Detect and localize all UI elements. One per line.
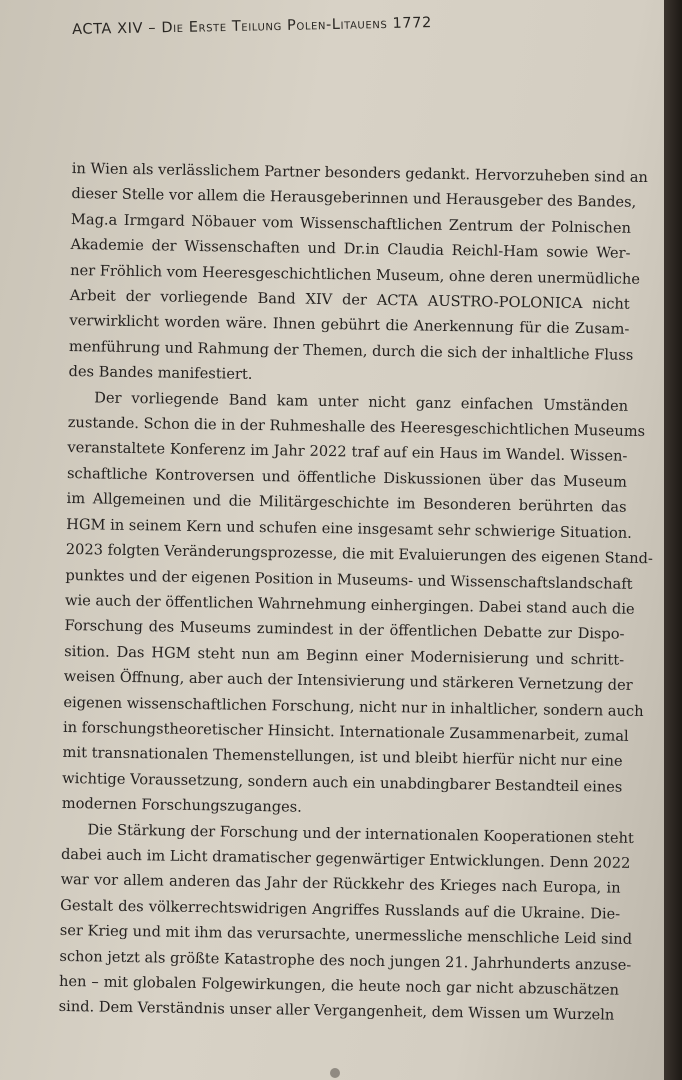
page-edge-shadow [664,0,682,1080]
text-line: des Bandes manifestiert. [68,363,253,384]
text-line: Mag.a Irmgard Nöbauer vom Wissenschaftlichen Zentrum der Polnischen [70,210,632,237]
text-line: verwirklicht worden wäre. Ihnen gebührt die Anerkennung für die Zusam- [69,312,630,339]
text-line: in forschungstheoretischer Hinsicht. Internationale Zusammenarbeit, zumal [62,718,629,745]
page-number-mark [330,1068,340,1078]
text-line: HGM in seinem Kern und schufen eine insgesamt sehr schwierige Situation. [66,515,633,542]
text-line: im Allgemeinen und die Militärgeschichte im Besonderen berührten das [66,490,627,517]
text-line: mit transnationalen Themenstellungen, ist und bleibt hierfür nicht nur eine [62,744,623,771]
text-line: weisen Öffnung, aber auch der Intensivierung und stärkeren Vernetzung der [63,668,633,694]
text-line: Arbeit der vorliegende Band XIV der ACTA AUSTRO-POLONICA nicht [69,287,630,313]
paragraph [68,156,649,393]
text-line: Gestalt des völkerrechtswidrigen Angriffes Russlands auf die Ukraine. Die- [60,896,621,923]
text-line: in Wien als verlässlichem Partner besonders gedankt. Hervorzuheben sind an [71,159,649,187]
running-head: ACTA XIV – Die Erste Teilung Polen-Litauens 1772 [72,15,432,38]
text-line: zustande. Schon die in der Ruhmeshalle des Heeresgeschichtlichen Museums [67,414,646,441]
text-line: war vor allem anderen das Jahr der Rückkehr des Krieges nach Europa, in [60,871,621,898]
text-line: punktes und der eigenen Position in Museums- und Wissenschaftslandschaft [65,566,633,593]
text-line: modernen Forschungszuganges. [61,795,303,816]
text-line: dabei auch im Licht dramatischer gegenwärtiger Entwicklungen. Denn 2022 [60,845,631,872]
text-line: Akademie der Wissenschaften und Dr.in Claudia Reichl-Ham sowie Wer- [70,236,631,263]
text-line: 2023 folgten Veränderungsprozesse, die mit Evaluierungen des eigenen Stand- [65,541,653,568]
text-line: sition. Das HGM steht nun am Beginn einer Modernisierung und schritt- [64,642,625,669]
body-text [58,156,653,1029]
text-line: schon jetzt als größte Katastrophe des noch jungen 21. Jahrhunderts anzuse- [59,947,632,974]
text-line: ner Fröhlich vom Heeresgeschichtlichen Museum, ohne deren unermüdliche [70,261,641,288]
text-line: wichtige Voraussetzung, sondern auch ein unabdingbarer Bestandteil eines [62,769,623,796]
text-line: Die Stärkung der Forschung und der internationalen Kooperationen steht [87,820,634,847]
text-line: schaftliche Kontroversen und öffentliche Diskussionen über das Museum [66,464,628,491]
text-line: hen – mit globalen Folgewirkungen, die heute noch gar nicht abzuschätzen [58,972,620,999]
text-line: veranstaltete Konferenz im Jahr 2022 traf auf ein Haus im Wandel. Wissen- [67,439,628,466]
text-line: Forschung des Museums zumindest in der öffentlichen Debatte zur Dispo- [64,617,625,644]
paragraph [61,385,653,826]
paragraph [58,816,634,1028]
text-line: dieser Stelle vor allem die Herausgeberinnen und Herausgeber des Bandes, [71,185,637,212]
text-line: Der vorliegende Band kam unter nicht ganz einfachen Umständen [94,389,629,415]
text-line: sind. Dem Verständnis unser aller Vergangenheit, dem Wissen um Wurzeln [58,998,615,1025]
text-line: menführung und Rahmung der Themen, durch die sich der inhaltliche Fluss [68,337,634,364]
text-line: eigenen wissenschaftlichen Forschung, nicht nur in inhaltlicher, sondern auch [63,693,644,720]
text-line: ser Krieg und mit ihm das verursachte, unermessliche menschliche Leid sind [59,922,633,949]
text-line: wie auch der öffentlichen Wahrnehmung einhergingen. Dabei stand auch die [64,591,635,618]
